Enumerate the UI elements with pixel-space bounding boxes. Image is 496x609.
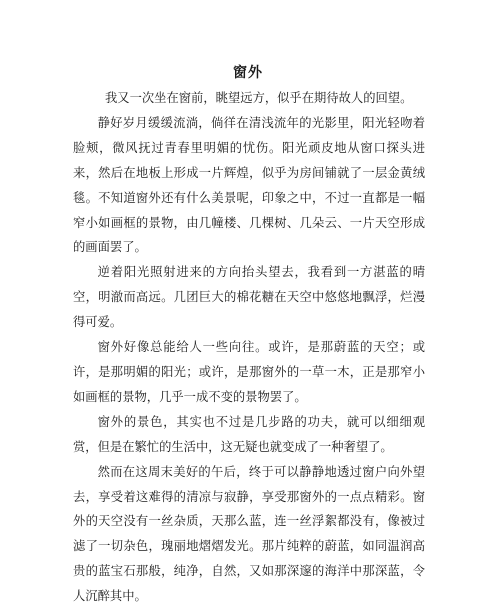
document-body bbox=[73, 86, 425, 609]
paragraph-5: 窗外的景色，其实也不过是几步路的功夫，就可以细细观赏，但是在繁忙的生活中，这无疑也就变成了一种奢望了。 bbox=[73, 414, 425, 454]
document-title: 窗外 bbox=[233, 65, 263, 81]
paragraph-3: 逆着阳光照射进来的方向抬头望去，我看到一方湛蓝的晴空，明澈而高远。几团巨大的棉花糖在天空中悠悠地飘浮，烂漫得可爱。 bbox=[73, 265, 425, 330]
paragraph-6: 然而在这周末美好的午后，终于可以静静地透过窗户向外望去，享受着这难得的清凉与寂静，享受那窗外的一点点精彩。窗外的天空没有一丝杂质，天那么蓝，连一丝浮絮都没有，像被过滤了一切杂色，瑰丽地熠熠发光。那片纯粹的蔚蓝，如同温润高贵的蓝宝石那般，纯净，自然，又如那深邃的海洋中那深蓝，令人沉醉其中。 bbox=[73, 464, 425, 604]
paragraph-1: 我又一次坐在窗前，眺望远方，似乎在期待故人的回望。 bbox=[104, 91, 413, 105]
paragraph-2: 静好岁月缓缓流淌，倘徉在清浅流年的光影里，阳光轻吻着脸颊，微风抚过青春里明媚的忧伤。阳光顽皮地从窗口探头进来，然后在地板上形成一片辉煌，似乎为房间铺就了一层金黄绒毯。不知道窗外还有什么美景呢，印象之中，不过一直都是一幅窄小如画框的景物，由几幢楼、几棵树、几朵云、一片天空形成的画面罢了。 bbox=[73, 115, 425, 255]
paragraph-4: 窗外好像总能给人一些向往。或许，是那蔚蓝的天空；或许，是那明媚的阳光；或许，是那窗外的一草一木，正是那窄小如画框的景物，几乎一成不变的景物罢了。 bbox=[73, 340, 425, 404]
